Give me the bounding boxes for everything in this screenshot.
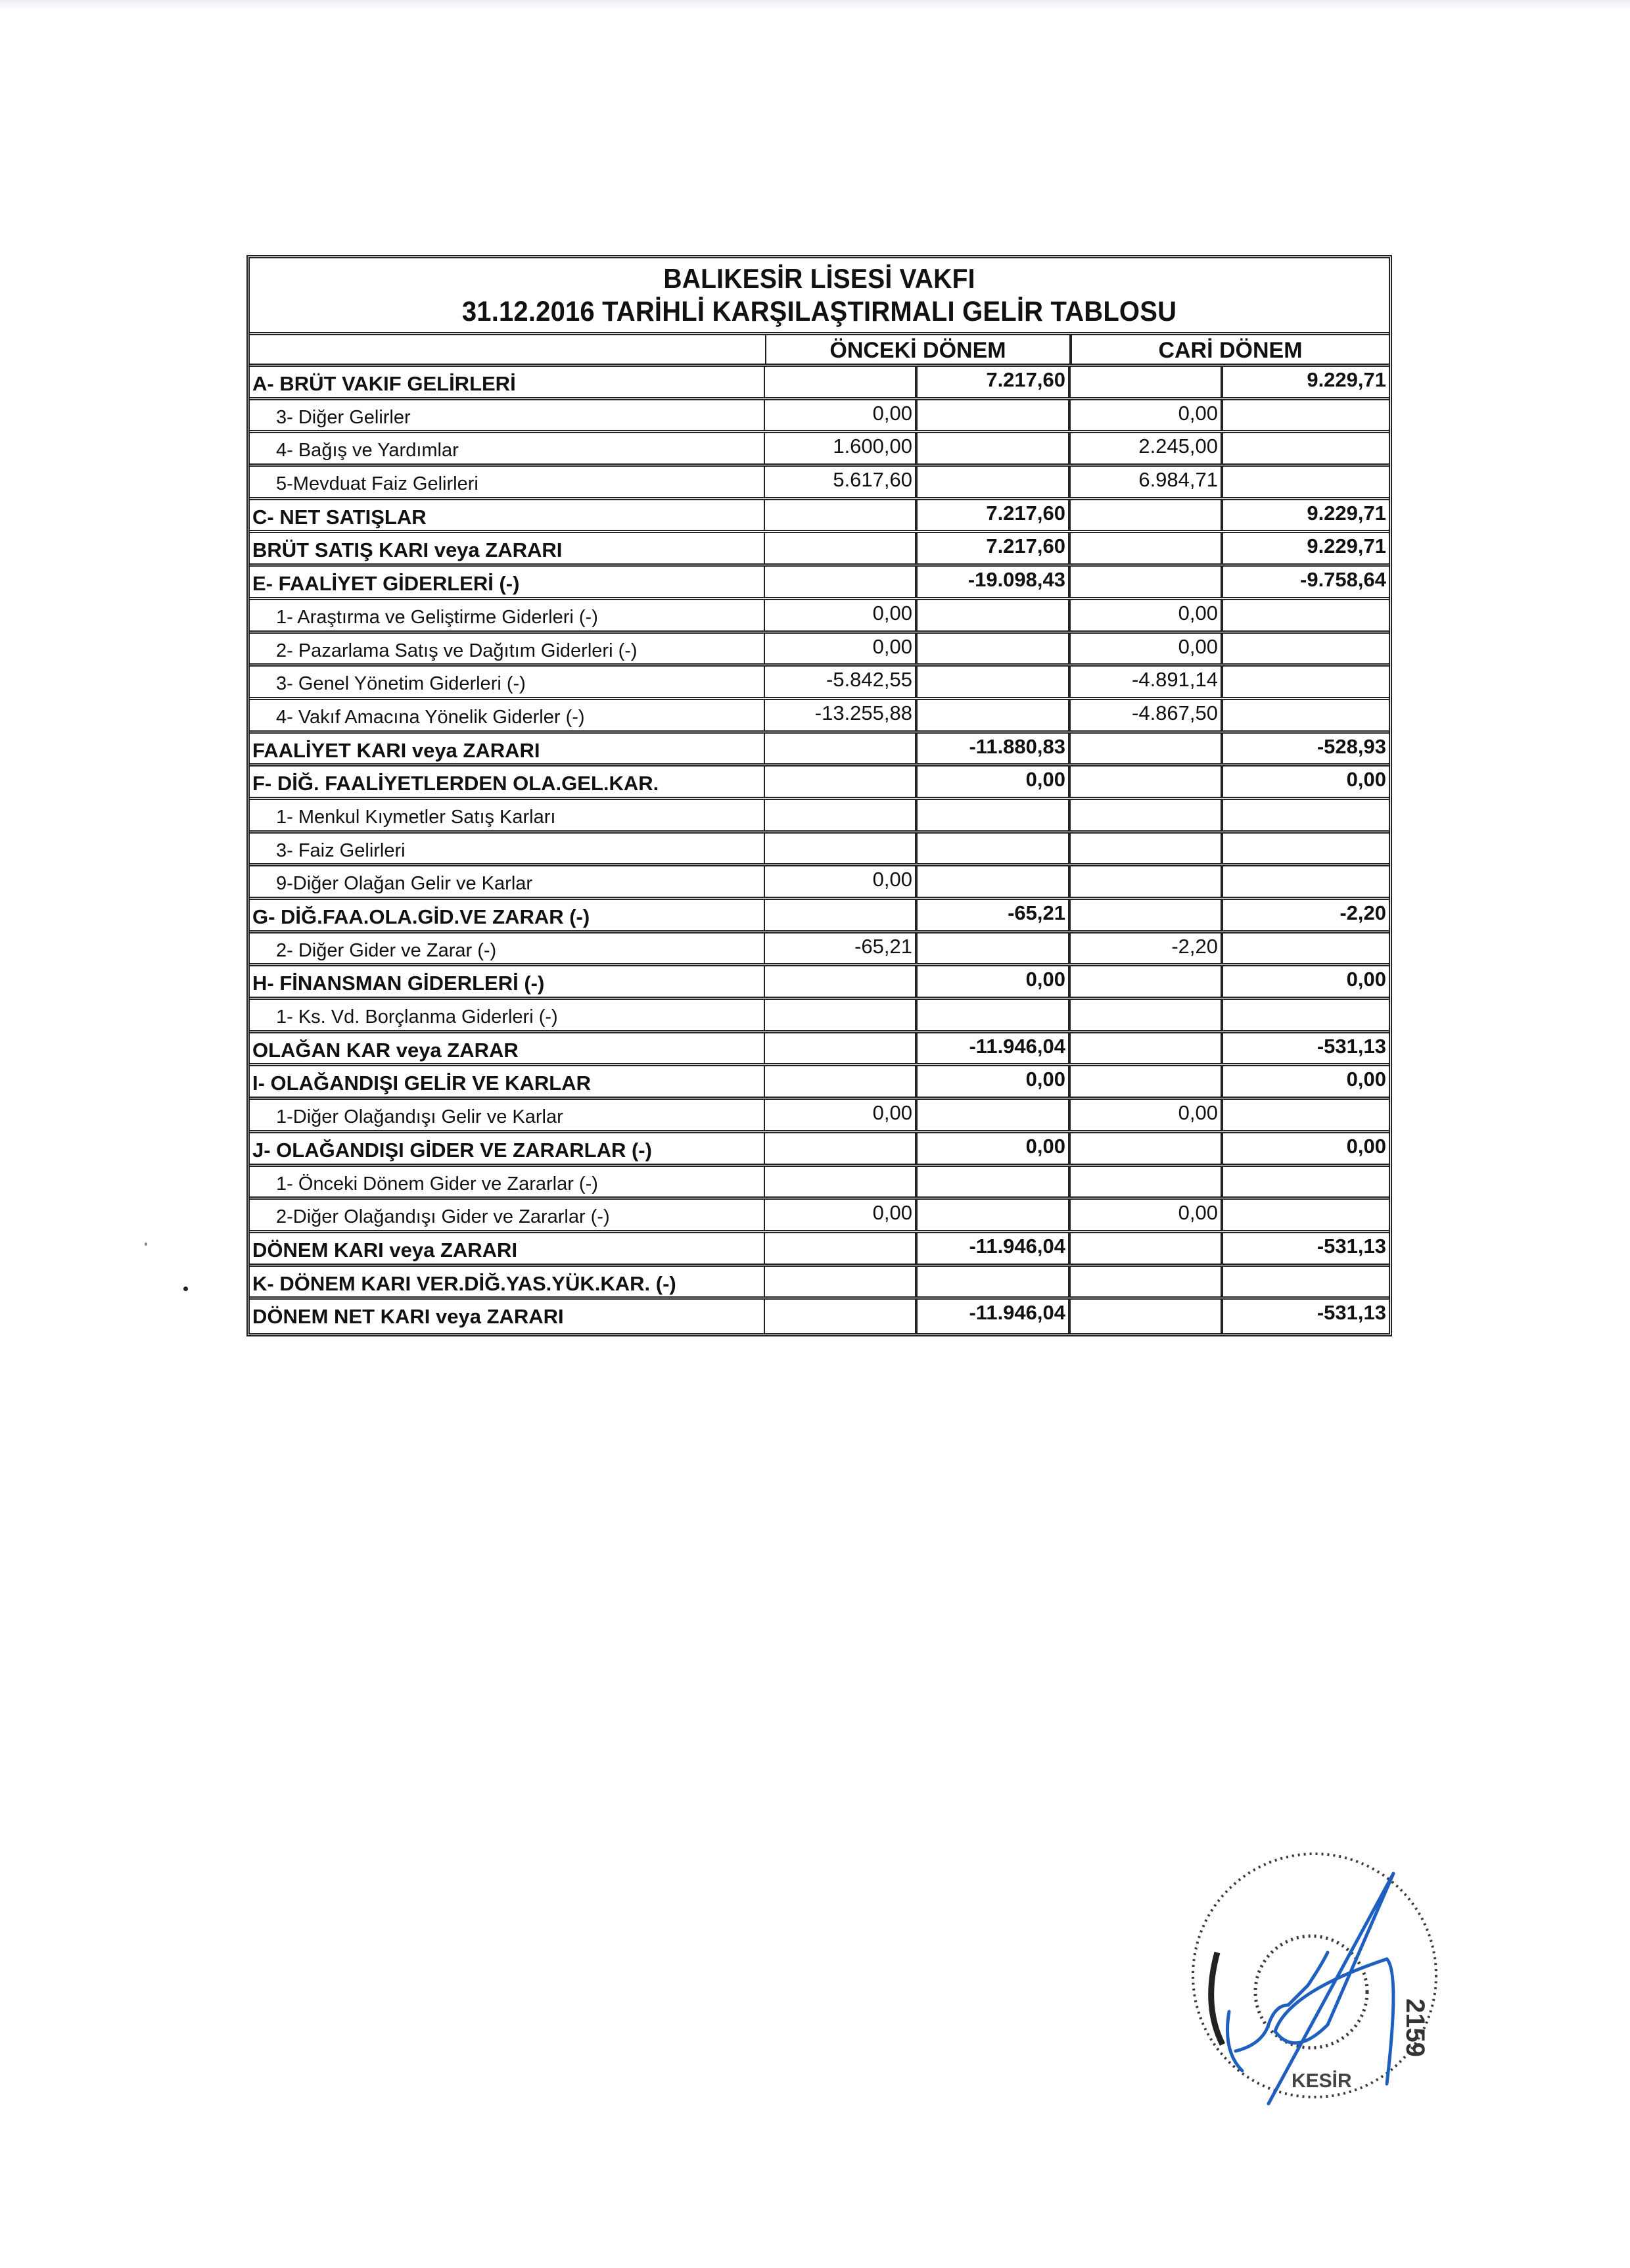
current-item-value — [1071, 500, 1223, 531]
current-item-value: -4.867,50 — [1071, 700, 1223, 730]
row-label: 1- Menkul Kıymetler Satış Karları — [250, 800, 765, 830]
current-item-value: 0,00 — [1071, 600, 1223, 630]
income-statement-table — [246, 255, 1392, 1336]
current-item-value — [1071, 866, 1223, 897]
item-row — [250, 467, 1389, 500]
current-total-value: 0,00 — [1346, 768, 1386, 791]
row-label: 4- Bağış ve Yardımlar — [250, 433, 765, 463]
previous-total-value — [918, 1167, 1071, 1197]
section-row — [250, 1300, 1389, 1333]
row-label: 5-Mevduat Faiz Gelirleri — [250, 467, 765, 497]
previous-total-value — [918, 1100, 1071, 1130]
current-item-value — [1071, 1233, 1223, 1264]
previous-total-value: 7.217,60 — [918, 533, 1071, 563]
current-total-value — [1223, 433, 1389, 463]
item-row — [250, 667, 1389, 700]
previous-item-value — [765, 1000, 918, 1030]
row-label: 9-Diğer Olağan Gelir ve Karlar — [250, 866, 765, 897]
previous-total-value — [918, 600, 1071, 630]
previous-total-value: 0,00 — [918, 1066, 1071, 1097]
row-label: 4- Vakıf Amacına Yönelik Giderler (-) — [250, 700, 765, 730]
row-label: E- FAALİYET GİDERLERİ (-) — [250, 567, 765, 597]
previous-item-value: 0,00 — [765, 1100, 918, 1130]
current-item-value: 0,00 — [1071, 634, 1223, 664]
item-row — [250, 1200, 1389, 1233]
previous-item-value — [765, 800, 918, 830]
previous-item-value — [765, 1233, 918, 1264]
section-row — [250, 367, 1389, 400]
previous-item-value — [765, 1300, 918, 1333]
current-item-value — [1071, 567, 1223, 597]
previous-total-value: -19.098,43 — [918, 567, 1071, 597]
row-label: A- BRÜT VAKIF GELİRLERİ — [250, 367, 765, 397]
current-item-value: 2.245,00 — [1071, 433, 1223, 463]
row-label: 1- Araştırma ve Geliştirme Giderleri (-) — [250, 600, 765, 630]
header-label-cell — [250, 335, 766, 364]
previous-total-value — [918, 834, 1071, 864]
row-label: BRÜT SATIŞ KARI veya ZARARI — [250, 533, 765, 563]
column-header-row — [250, 335, 1389, 367]
previous-total-value — [918, 667, 1071, 697]
previous-total-value: 0,00 — [918, 767, 1071, 797]
table-body — [250, 367, 1389, 1333]
row-label: G- DİĞ.FAA.OLA.GİD.VE ZARAR (-) — [250, 900, 765, 930]
previous-item-value: 1.600,00 — [765, 433, 918, 463]
current-total-value — [1223, 1167, 1389, 1197]
previous-item-value — [765, 500, 918, 531]
previous-item-value — [765, 900, 918, 930]
row-label: 1- Ks. Vd. Borçlanma Giderleri (-) — [250, 1000, 765, 1030]
section-row — [250, 734, 1389, 767]
previous-item-value: -65,21 — [765, 933, 918, 964]
scan-edge — [0, 0, 1630, 9]
current-item-value — [1071, 966, 1223, 997]
previous-item-value: -5.842,55 — [765, 667, 918, 697]
row-label: 2- Pazarlama Satış ve Dağıtım Giderleri (-) — [250, 634, 765, 664]
current-total-value: -9.758,64 — [1300, 568, 1386, 592]
item-row — [250, 866, 1389, 900]
previous-total-value — [918, 933, 1071, 964]
current-item-value — [1071, 1167, 1223, 1197]
previous-item-value — [765, 1133, 918, 1164]
previous-item-value: 0,00 — [765, 400, 918, 431]
previous-total-value: 7.217,60 — [918, 500, 1071, 531]
current-total-value — [1223, 866, 1389, 897]
current-total-value — [1223, 1100, 1389, 1130]
row-label: C- NET SATIŞLAR — [250, 500, 765, 531]
previous-item-value: 0,00 — [765, 866, 918, 897]
previous-total-value — [918, 700, 1071, 730]
foundation-stamp — [1176, 1834, 1453, 2110]
previous-item-value — [765, 734, 918, 764]
stamp-number: 2159 — [1401, 1998, 1430, 2057]
current-total-value: 9.229,71 — [1307, 501, 1386, 525]
section-row — [250, 533, 1389, 567]
current-item-value — [1071, 1300, 1223, 1333]
current-total-value — [1223, 1000, 1389, 1030]
row-label: OLAĞAN KAR veya ZARAR — [250, 1033, 765, 1064]
item-row — [250, 933, 1389, 967]
current-item-value: 6.984,71 — [1071, 467, 1223, 497]
row-label: H- FİNANSMAN GİDERLERİ (-) — [250, 966, 765, 997]
section-row — [250, 1133, 1389, 1167]
previous-item-value — [765, 567, 918, 597]
previous-total-value: -11.946,04 — [918, 1033, 1071, 1064]
row-label: DÖNEM NET KARI veya ZARARI — [250, 1300, 765, 1333]
current-item-value — [1071, 767, 1223, 797]
previous-total-value — [918, 866, 1071, 897]
item-row — [250, 433, 1389, 467]
item-row — [250, 634, 1389, 667]
previous-total-value: -11.946,04 — [918, 1300, 1071, 1333]
previous-total-value — [918, 1000, 1071, 1030]
stamp-edge-mark — [1211, 1952, 1222, 2044]
current-item-value — [1071, 1133, 1223, 1164]
section-row — [250, 1267, 1389, 1300]
row-label: 3- Genel Yönetim Giderleri (-) — [250, 667, 765, 697]
current-total-value — [1223, 634, 1389, 664]
current-item-value: 0,00 — [1071, 1100, 1223, 1130]
signature-icon — [1228, 1874, 1394, 2104]
organization-title: BALIKESİR LİSESİ VAKFI — [663, 263, 975, 294]
current-item-value — [1071, 1267, 1223, 1297]
current-total-value — [1223, 400, 1389, 431]
current-item-value — [1071, 533, 1223, 563]
row-label: F- DİĞ. FAALİYETLERDEN OLA.GEL.KAR. — [250, 767, 765, 797]
current-total-value: 0,00 — [1346, 968, 1386, 991]
row-label: 3- Faiz Gelirleri — [250, 834, 765, 864]
current-total-value: -2,20 — [1339, 901, 1386, 924]
current-item-value — [1071, 1033, 1223, 1064]
current-total-value: 0,00 — [1346, 1134, 1386, 1158]
previous-item-value — [765, 767, 918, 797]
item-row — [250, 1000, 1389, 1033]
current-total-value — [1223, 667, 1389, 697]
section-row — [250, 1233, 1389, 1267]
current-total-value: -531,13 — [1316, 1301, 1386, 1325]
item-row — [250, 800, 1389, 834]
current-total-value: -528,93 — [1316, 734, 1386, 758]
previous-total-value: 0,00 — [918, 1133, 1071, 1164]
current-total-value: 9.229,71 — [1307, 534, 1386, 558]
section-row — [250, 900, 1389, 933]
current-total-value — [1223, 600, 1389, 630]
section-row — [250, 567, 1389, 600]
current-total-value — [1223, 834, 1389, 864]
item-row — [250, 600, 1389, 634]
section-row — [250, 1066, 1389, 1100]
current-item-value: -2,20 — [1071, 933, 1223, 964]
previous-total-value: 7.217,60 — [918, 367, 1071, 397]
current-total-value: 9.229,71 — [1307, 368, 1386, 391]
current-item-value — [1071, 834, 1223, 864]
previous-item-value: 0,00 — [765, 634, 918, 664]
current-total-value — [1223, 800, 1389, 830]
current-total-value — [1223, 1267, 1389, 1297]
statement-title: 31.12.2016 TARİHLİ KARŞILAŞTIRMALI GELİR TABLOSU — [461, 296, 1177, 327]
row-label: 1-Diğer Olağandışı Gelir ve Karlar — [250, 1100, 765, 1130]
previous-total-value — [918, 467, 1071, 497]
previous-total-value — [918, 800, 1071, 830]
current-item-value — [1071, 1000, 1223, 1030]
previous-total-value — [918, 1200, 1071, 1230]
scan-speck — [183, 1287, 188, 1291]
previous-total-value — [918, 634, 1071, 664]
previous-item-value — [765, 367, 918, 397]
item-row — [250, 834, 1389, 867]
current-total-value: 0,00 — [1346, 1068, 1386, 1091]
title-block — [250, 258, 1389, 335]
item-row — [250, 700, 1389, 734]
previous-item-value — [765, 1033, 918, 1064]
section-row — [250, 966, 1389, 1000]
previous-item-value — [765, 834, 918, 864]
previous-item-value — [765, 533, 918, 563]
current-total-value — [1223, 1200, 1389, 1230]
row-label: FAALİYET KARI veya ZARARI — [250, 734, 765, 764]
row-label: J- OLAĞANDIŞI GİDER VE ZARARLAR (-) — [250, 1133, 765, 1164]
header-previous-period: ÖNCEKİ DÖNEM — [766, 335, 1072, 364]
current-total-value: -531,13 — [1316, 1034, 1386, 1058]
row-label: K- DÖNEM KARI VER.DİĞ.YAS.YÜK.KAR. (-) — [250, 1267, 765, 1297]
header-current-period: CARİ DÖNEM — [1158, 338, 1303, 363]
current-item-value: 0,00 — [1071, 1200, 1223, 1230]
item-row — [250, 1100, 1389, 1133]
previous-total-value: 0,00 — [918, 966, 1071, 997]
row-label: 2-Diğer Olağandışı Gider ve Zararlar (-) — [250, 1200, 765, 1230]
current-total-value: -531,13 — [1316, 1234, 1386, 1258]
stamp-bottom-text: KESİR — [1292, 2070, 1352, 2092]
current-total-value — [1223, 467, 1389, 497]
previous-total-value: -65,21 — [918, 900, 1071, 930]
previous-total-value — [918, 1267, 1071, 1297]
item-row — [250, 400, 1389, 434]
section-row — [250, 1033, 1389, 1067]
scan-speck — [145, 1242, 147, 1246]
current-item-value — [1071, 367, 1223, 397]
row-label: 2- Diğer Gider ve Zarar (-) — [250, 933, 765, 964]
previous-total-value: -11.880,83 — [918, 734, 1071, 764]
current-item-value: -4.891,14 — [1071, 667, 1223, 697]
current-total-value — [1223, 933, 1389, 964]
current-item-value — [1071, 900, 1223, 930]
previous-total-value — [918, 400, 1071, 431]
current-item-value — [1071, 1066, 1223, 1097]
previous-total-value: -11.946,04 — [918, 1233, 1071, 1264]
item-row — [250, 1167, 1389, 1200]
previous-total-value — [918, 433, 1071, 463]
current-item-value: 0,00 — [1071, 400, 1223, 431]
previous-item-value — [765, 1167, 918, 1197]
previous-item-value: 5.617,60 — [765, 467, 918, 497]
row-label: I- OLAĞANDIŞI GELİR VE KARLAR — [250, 1066, 765, 1097]
previous-item-value: 0,00 — [765, 600, 918, 630]
previous-item-value — [765, 1066, 918, 1097]
row-label: 3- Diğer Gelirler — [250, 400, 765, 431]
section-row — [250, 500, 1389, 534]
current-total-value — [1223, 700, 1389, 730]
previous-item-value: 0,00 — [765, 1200, 918, 1230]
current-item-value — [1071, 734, 1223, 764]
previous-item-value — [765, 1267, 918, 1297]
previous-item-value — [765, 966, 918, 997]
current-item-value — [1071, 800, 1223, 830]
previous-item-value: -13.255,88 — [765, 700, 918, 730]
section-row — [250, 767, 1389, 800]
row-label: DÖNEM KARI veya ZARARI — [250, 1233, 765, 1264]
row-label: 1- Önceki Dönem Gider ve Zararlar (-) — [250, 1167, 765, 1197]
